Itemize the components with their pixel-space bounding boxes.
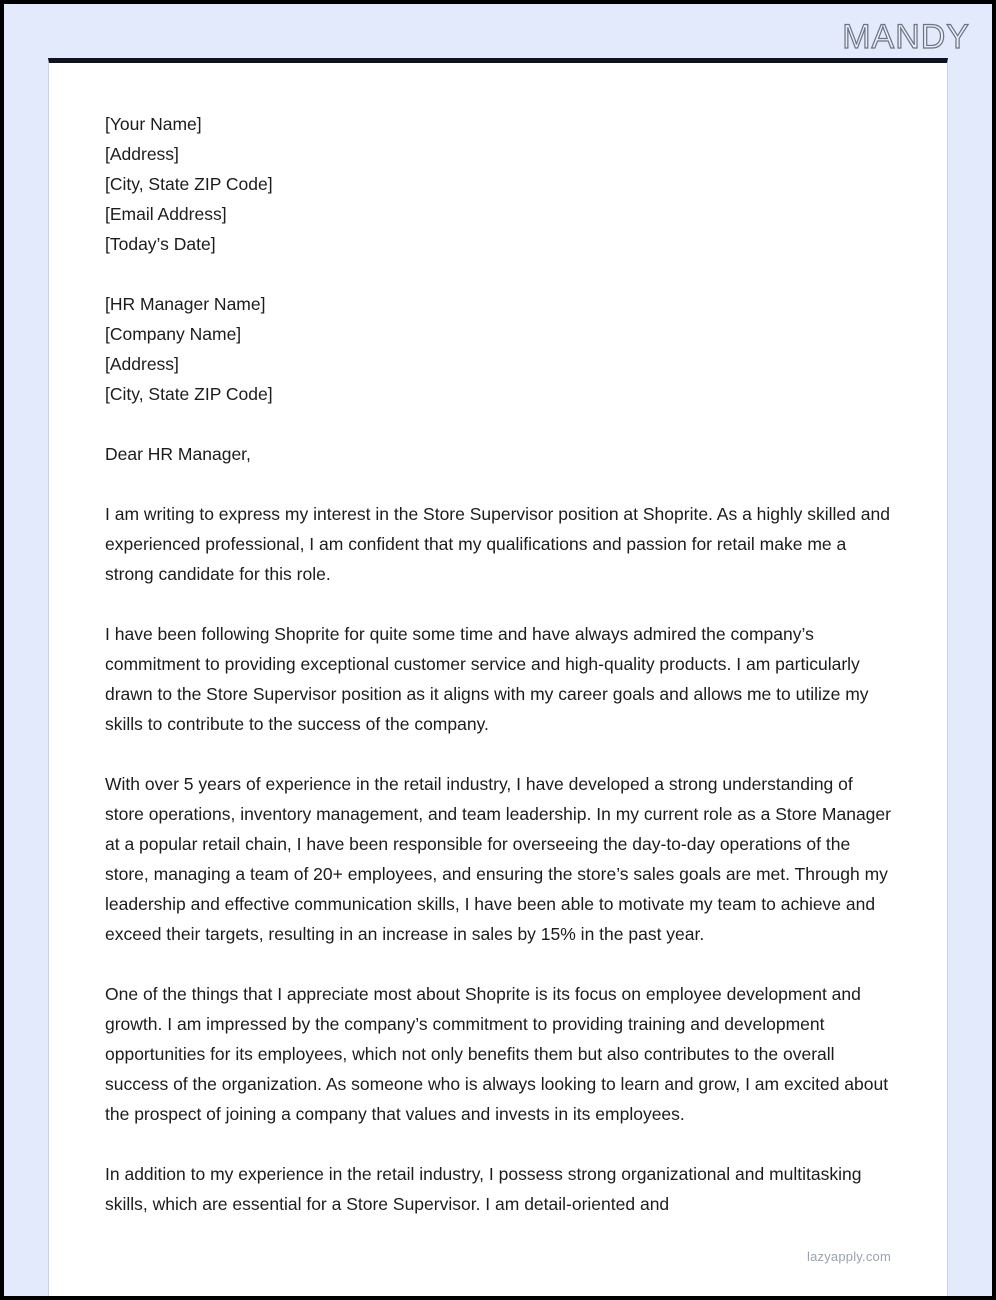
sender-line: [Address] (105, 144, 179, 164)
letter-paragraph: I have been following Shoprite for quite some time and have always admired the company’s commitment to providing exceptional customer service and high-quality products. I am particularly drawn to the Store Supervisor position as it aligns with my career goals and allows me to utilize my skills to contribute to the success of the company. (105, 624, 869, 734)
letter-paragraph: One of the things that I appreciate most about Shoprite is its focus on employee development and growth. I am impressed by the company’s commitment to providing training and development opportunities for its employees, which not only benefits them but also contributes to the overall success of the organization. As someone who is always looking to learn and grow, I am excited about the prospect of joining a company that values and invests in its employees. (105, 984, 889, 1124)
recipient-line: [Address] (105, 354, 179, 374)
sender-line: [Today’s Date] (105, 234, 216, 254)
letter-paragraph: I am writing to express my interest in the Store Supervisor position at Shoprite. As a highly skilled and experienced professional, I am confident that my qualifications and passion for retail make me a strong candidate for this role. (105, 504, 890, 584)
sender-line: [Email Address] (105, 204, 227, 224)
letter-body (49, 63, 947, 1219)
recipient-line: [City, State ZIP Code] (105, 384, 273, 404)
brand-logo: MANDY (842, 18, 970, 56)
recipient-line: [Company Name] (105, 324, 242, 344)
recipient-address-block (105, 289, 891, 409)
letter-paragraph: With over 5 years of experience in the retail industry, I have developed a strong understanding of store operations, inventory management, and team leadership. In my current role as a Store Manager at a popular retail chain, I have been responsible for overseeing the day-to-day operations of the store, managing a team of 20+ employees, and ensuring the store’s sales goals are met. Through my leadership and effective communication skills, I have been able to motivate my team to achieve and exceed their targets, resulting in an increase in sales by 15% in the past year. (105, 774, 891, 944)
recipient-line: [HR Manager Name] (105, 294, 266, 314)
letter-paragraph: In addition to my experience in the retail industry, I possess strong organizational and multitasking skills, which are essential for a Store Supervisor. I am detail-oriented and (105, 1164, 862, 1214)
sender-line: [City, State ZIP Code] (105, 174, 273, 194)
cover-letter-sheet (48, 58, 948, 1296)
watermark-label: lazyapply.com (806, 1249, 891, 1264)
salutation: Dear HR Manager, (105, 444, 251, 464)
sender-line: [Your Name] (105, 114, 202, 134)
sender-address-block (105, 109, 891, 259)
